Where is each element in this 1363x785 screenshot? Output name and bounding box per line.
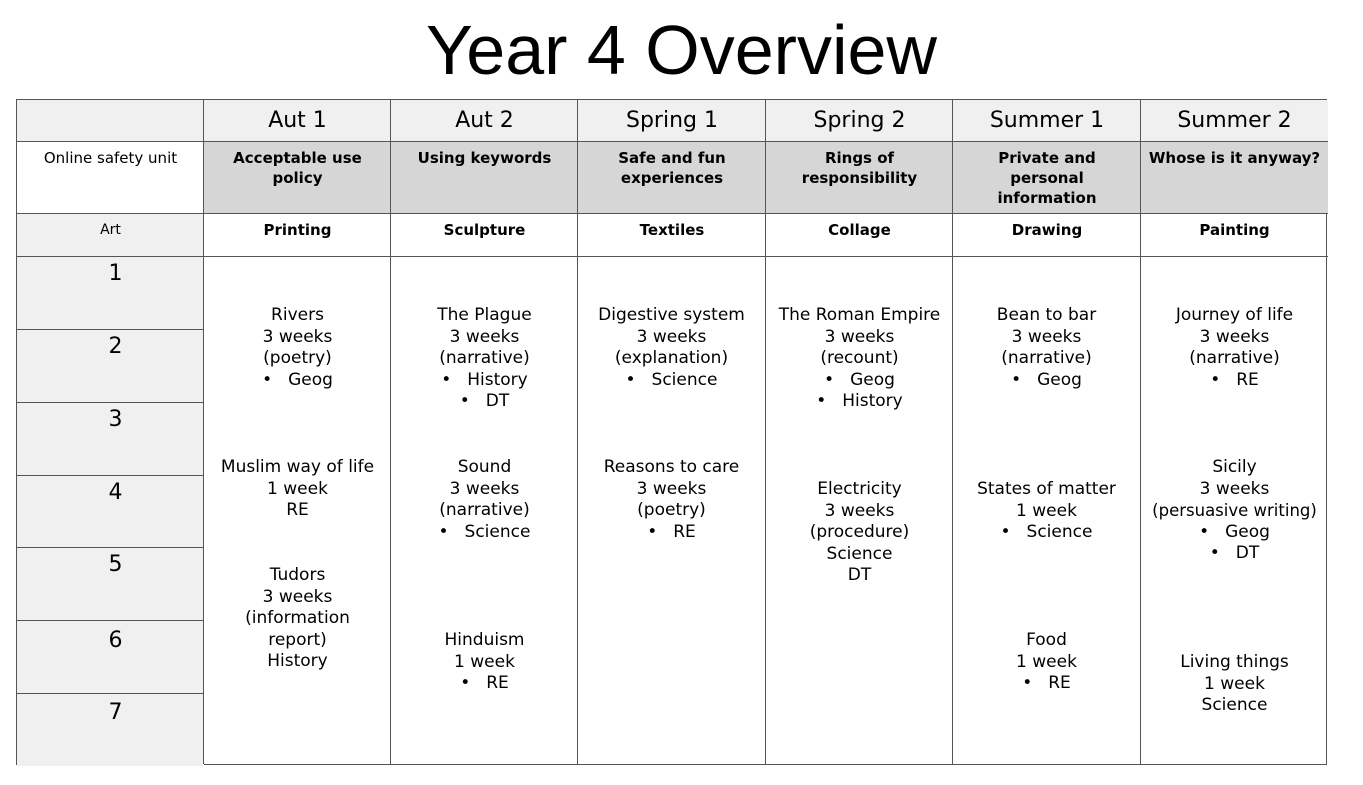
unit-duration: 3 weeks [636,326,707,347]
overview-table [16,99,1327,765]
unit-spring2-electricity [766,479,953,587]
unit-link: • DT [1141,543,1328,565]
art-aut2: Sculpture [443,221,526,239]
art-summer1: Drawing [1011,221,1083,239]
unit-title: Digestive system [598,305,745,325]
unit-link: • DT [391,391,578,413]
unit-title: Hinduism [444,630,525,650]
unit-genre: (narrative) [439,348,530,368]
unit-spring1-digestive [578,305,765,391]
unit-genre: (explanation) [614,348,729,368]
unit-summer2-sicily [1141,457,1328,565]
unit-genre: (information report) [245,608,350,650]
unit-duration: 3 weeks [1011,326,1082,347]
week-number: 5 [108,552,123,577]
unit-genre: (recount) [820,348,899,368]
online-safety-summer1: Private and personal information [953,142,1141,214]
column-header-aut2: Aut 2 [391,100,578,142]
unit-link: • Science [578,370,765,392]
unit-link: • RE [391,673,578,695]
unit-summer2-living [1141,652,1328,717]
unit-summer2-journey [1141,305,1328,391]
column-header-spring1: Spring 1 [578,100,766,142]
unit-link: • Science [953,522,1140,544]
unit-link: • RE [1141,370,1328,392]
unit-link: • Geog [766,370,953,392]
online-safety-summer2: Whose is it anyway? [1141,142,1328,214]
art-label: Art [17,214,204,257]
unit-link: • RE [953,673,1140,695]
unit-title: Sicily [1212,457,1257,477]
unit-duration: 1 week [1016,500,1077,521]
unit-title: Tudors [269,565,326,585]
week-number: 7 [108,700,123,725]
unit-duration: 1 week [1016,651,1077,672]
unit-title: Muslim way of life [220,457,375,477]
page-title: Year 4 Overview [426,11,937,89]
art-spring2: Collage [828,221,891,239]
unit-title: Living things [1180,652,1289,672]
column-header-summer1: Summer 1 [953,100,1141,142]
unit-title: Reasons to care [603,457,740,477]
unit-aut1-muslim [204,457,391,522]
unit-genre: (poetry) [637,500,706,520]
art-spring1: Textiles [639,221,705,239]
unit-aut2-sound [391,457,578,543]
unit-genre: (narrative) [439,500,530,520]
column-header-spring2: Spring 2 [766,100,953,142]
online-safety-label: Online safety unit [43,149,178,167]
unit-title: Food [1026,630,1067,650]
unit-summer1-matter [953,479,1140,544]
unit-title: States of matter [977,479,1116,499]
unit-summer1-food [953,630,1140,695]
unit-genre: (procedure) [809,522,910,542]
week-number: 3 [108,407,123,432]
unit-link: • Geog [1141,522,1328,544]
unit-title: The Plague [437,305,532,325]
unit-genre: (persuasive writing) [1152,501,1317,520]
unit-duration: 3 weeks [824,326,895,347]
unit-genre: (narrative) [1189,348,1280,368]
column-header-aut1: Aut 1 [204,100,391,142]
unit-link: • RE [578,522,765,544]
unit-duration: 3 weeks [636,478,707,499]
unit-subject: Science [826,543,893,564]
week-number: 1 [108,261,123,286]
online-safety-aut1: Acceptable use policy [204,142,391,214]
column-header-summer2: Summer 2 [1141,100,1328,142]
week-number: 2 [108,334,123,359]
art-aut1: Printing [263,221,332,239]
unit-title: Journey of life [1175,305,1294,325]
unit-duration: 3 weeks [262,586,333,607]
unit-aut2-hinduism [391,630,578,695]
week-number: 4 [108,480,123,505]
unit-duration: 3 weeks [824,500,895,521]
unit-aut2-plague [391,305,578,413]
unit-duration: 3 weeks [1199,478,1270,499]
unit-subject: DT [847,565,872,585]
unit-link: • Science [391,522,578,544]
unit-title: Sound [457,457,512,477]
online-safety-aut2: Using keywords [391,142,578,214]
unit-duration: 3 weeks [449,478,520,499]
header-corner [17,100,204,142]
unit-link: • History [766,391,953,413]
unit-duration: 3 weeks [262,326,333,347]
unit-genre: (poetry) [263,348,332,368]
unit-duration: 1 week [267,478,328,499]
unit-subject: History [267,651,328,671]
unit-title: Electricity [817,479,902,499]
unit-link: • History [391,370,578,392]
unit-aut1-tudors [244,565,351,673]
unit-duration: 3 weeks [1199,326,1270,347]
unit-title: Rivers [271,305,324,325]
online-safety-spring1: Safe and fun experiences [578,142,766,214]
unit-genre: RE [286,500,309,520]
unit-subject: Science [1201,695,1268,715]
art-summer2: Painting [1199,221,1270,239]
unit-duration: 3 weeks [449,326,520,347]
unit-link: • Geog [204,370,391,392]
unit-spring1-reasons [578,457,765,543]
unit-spring2-roman [766,305,953,413]
unit-title: Bean to bar [996,305,1097,325]
week-number: 6 [108,628,123,653]
unit-duration: 1 week [1204,673,1265,694]
unit-genre: (narrative) [1001,348,1092,368]
unit-summer1-bean [953,305,1140,391]
unit-link: • Geog [953,370,1140,392]
unit-aut1-rivers [204,305,391,391]
unit-duration: 1 week [454,651,515,672]
unit-title: The Roman Empire [778,305,941,325]
online-safety-spring2: Rings of responsibility [766,142,953,214]
